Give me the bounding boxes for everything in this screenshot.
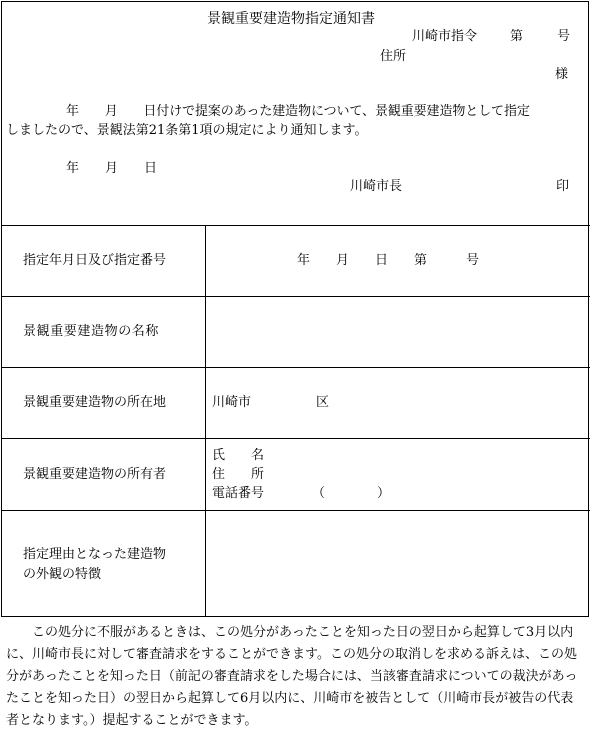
honorific: 様 <box>555 67 569 82</box>
seal-mark: 印 <box>556 179 570 194</box>
building-location-label: 景観重要建造物の所在地 <box>23 395 167 410</box>
table-row-divider <box>1 296 590 297</box>
table-row-divider <box>1 510 590 511</box>
table-column-divider <box>205 225 206 617</box>
building-owner-label: 景観重要建造物の所有者 <box>23 467 167 482</box>
table-top-border <box>1 225 590 226</box>
order-number-label: 第 <box>510 29 524 44</box>
notice-body-line-1: 年 月 日付けで提案のあった建造物について、景観重要建造物として指定 <box>66 104 530 119</box>
notice-date: 年 月 日 <box>66 161 158 176</box>
order-suffix: 号 <box>557 29 571 44</box>
designation-date-label: 指定年月日及び指定番号 <box>23 253 167 268</box>
recipient-address-label: 住所 <box>380 49 407 64</box>
designation-date-value: 年 月 日 第 号 <box>297 253 480 268</box>
appeal-notice-text: この処分に不服があるときは、この処分があったことを知った日の翌日から起算して3月以内に、川崎市長に対して審査請求をすることができます。この処分の取消しを求める訴えは、この処分があったことを知った日（前記の審査請求をした場合には、当該審査請求についての裁決があったことを知った日）の翌日から起算して6月以内に、川崎市を被告として（川崎市長が被告の代表者となります。）提起することができます。 <box>6 625 578 728</box>
notice-frame <box>1 1 589 617</box>
owner-address-label: 住 所 <box>212 467 265 482</box>
owner-phone-paren: （ ） <box>312 486 391 501</box>
owner-phone-label: 電話番号 <box>212 486 265 501</box>
notice-body-line-2: しましたので、景観法第21条第1項の規定により通知します。 <box>6 123 368 138</box>
table-row-divider <box>1 438 590 439</box>
notice-title: 景観重要建造物指定通知書 <box>207 11 375 27</box>
owner-name-label: 氏 名 <box>212 448 265 463</box>
location-ward: 区 <box>316 395 330 410</box>
location-city: 川崎市 <box>212 395 252 410</box>
order-prefix: 川崎市指令 <box>412 29 478 44</box>
appeal-notice <box>6 622 586 732</box>
designation-reason-label-line-2: の外観の特徴 <box>23 567 102 582</box>
designation-reason-label-line-1: 指定理由となった建造物 <box>23 547 167 562</box>
mayor-name: 川崎市長 <box>350 179 403 194</box>
building-name-label: 景観重要建造物の名称 <box>23 324 160 339</box>
table-row-divider <box>1 367 590 368</box>
